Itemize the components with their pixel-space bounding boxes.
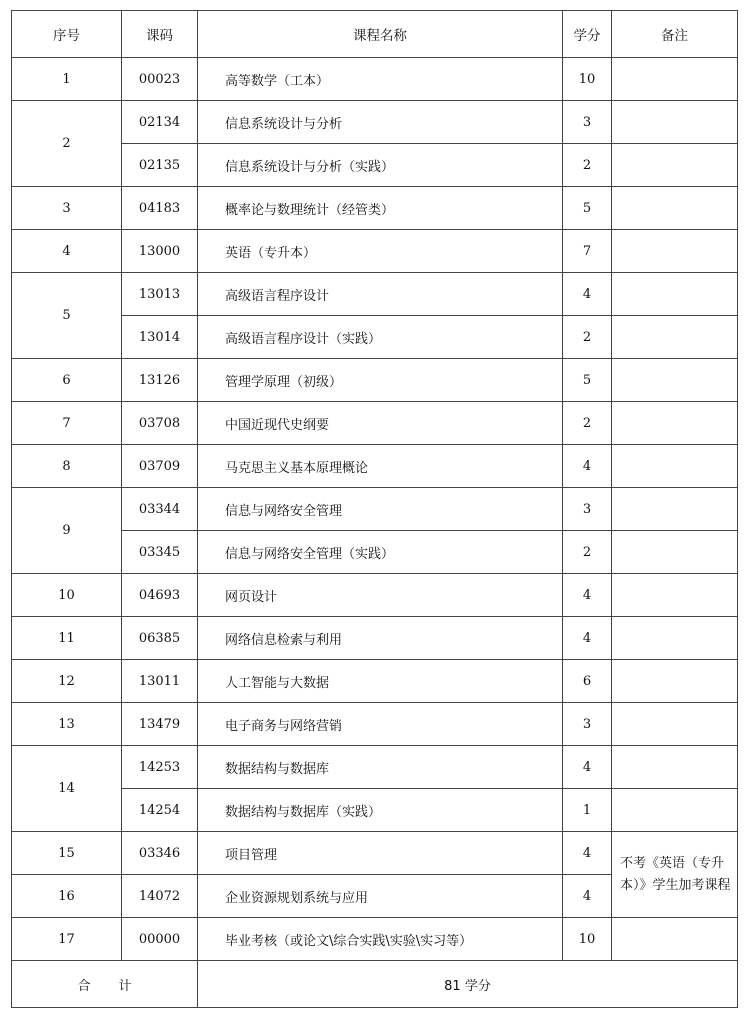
row-credit: 6: [563, 660, 612, 703]
row-credit: 10: [563, 58, 612, 101]
row-note: [612, 617, 738, 660]
row-course-name: 高等数学（工本）: [198, 58, 563, 101]
row-course-name: 中国近现代史纲要: [198, 402, 563, 445]
row-course-name: 网页设计: [198, 574, 563, 617]
table-row: [12, 918, 738, 961]
table-row: [12, 617, 738, 660]
row-seq: 3: [12, 187, 122, 230]
table-header-row: [12, 11, 738, 58]
table-row: [12, 230, 738, 273]
header-seq: 序号: [12, 11, 122, 58]
table-row: [12, 832, 738, 875]
row-code: 13000: [122, 230, 198, 273]
row-code: 04693: [122, 574, 198, 617]
row-note: [612, 918, 738, 961]
table-row: [12, 402, 738, 445]
row-code: 02134: [122, 101, 198, 144]
row-code: 14254: [122, 789, 198, 832]
table-row: [12, 488, 738, 531]
row-note: [612, 746, 738, 789]
row-seq: 12: [12, 660, 122, 703]
row-course-name: 电子商务与网络营销: [198, 703, 563, 746]
header-credit: 学分: [563, 11, 612, 58]
table-row: [12, 187, 738, 230]
row-code: 02135: [122, 144, 198, 187]
row-seq: 4: [12, 230, 122, 273]
row-seq: 14: [12, 746, 122, 832]
row-note: [612, 273, 738, 316]
row-seq: 13: [12, 703, 122, 746]
row-code: 13011: [122, 660, 198, 703]
row-code: 13479: [122, 703, 198, 746]
row-course-name: 信息系统设计与分析: [198, 101, 563, 144]
row-note: [612, 660, 738, 703]
row-code: 00000: [122, 918, 198, 961]
row-code: 03709: [122, 445, 198, 488]
table-row: [12, 273, 738, 316]
row-credit: 2: [563, 316, 612, 359]
row-note: [612, 144, 738, 187]
row-credit: 5: [563, 187, 612, 230]
row-course-name: 数据结构与数据库: [198, 746, 563, 789]
row-note: [612, 230, 738, 273]
row-note: [612, 101, 738, 144]
row-credit: 7: [563, 230, 612, 273]
total-row: [12, 961, 738, 1008]
row-seq: 9: [12, 488, 122, 574]
table-row: [12, 445, 738, 488]
row-code: 14253: [122, 746, 198, 789]
row-seq: 5: [12, 273, 122, 359]
row-course-name: 高级语言程序设计: [198, 273, 563, 316]
row-credit: 4: [563, 574, 612, 617]
row-course-name: 信息与网络安全管理: [198, 488, 563, 531]
row-seq: 8: [12, 445, 122, 488]
row-credit: 1: [563, 789, 612, 832]
row-credit: 4: [563, 875, 612, 918]
row-course-name: 英语（专升本）: [198, 230, 563, 273]
row-note: [612, 58, 738, 101]
row-course-name: 人工智能与大数据: [198, 660, 563, 703]
row-code: 06385: [122, 617, 198, 660]
total-label: 合计: [12, 961, 198, 1008]
row-course-name: 企业资源规划系统与应用: [198, 875, 563, 918]
row-note: [612, 488, 738, 531]
row-course-name: 数据结构与数据库（实践）: [198, 789, 563, 832]
row-credit: 2: [563, 144, 612, 187]
row-credit: 4: [563, 746, 612, 789]
row-seq: 7: [12, 402, 122, 445]
row-code: 04183: [122, 187, 198, 230]
row-course-name: 信息系统设计与分析（实践）: [198, 144, 563, 187]
row-note: [612, 703, 738, 746]
row-credit: 4: [563, 832, 612, 875]
row-code: 03345: [122, 531, 198, 574]
row-note: [612, 359, 738, 402]
table-row: [12, 58, 738, 101]
row-seq: 15: [12, 832, 122, 875]
table-row: [12, 660, 738, 703]
row-course-name: 信息与网络安全管理（实践）: [198, 531, 563, 574]
row-credit: 3: [563, 703, 612, 746]
row-credit: 4: [563, 273, 612, 316]
row-course-name: 项目管理: [198, 832, 563, 875]
header-note: 备注: [612, 11, 738, 58]
row-credit: 3: [563, 101, 612, 144]
header-course-name: 课程名称: [198, 11, 563, 58]
row-seq: 6: [12, 359, 122, 402]
row-note: [612, 402, 738, 445]
row-seq: 17: [12, 918, 122, 961]
row-course-name: 毕业考核（或论文\综合实践\实验\实习等）: [198, 918, 563, 961]
row-credit: 2: [563, 531, 612, 574]
row-note: [612, 789, 738, 832]
row-note: [612, 574, 738, 617]
row-credit: 4: [563, 617, 612, 660]
row-note: [612, 531, 738, 574]
course-table: [11, 10, 738, 1008]
row-course-name: 马克思主义基本原理概论: [198, 445, 563, 488]
header-code: 课码: [122, 11, 198, 58]
row-code: 03346: [122, 832, 198, 875]
table-row: [12, 574, 738, 617]
row-course-name: 网络信息检索与利用: [198, 617, 563, 660]
row-seq: 10: [12, 574, 122, 617]
row-note: [612, 445, 738, 488]
row-credit: 4: [563, 445, 612, 488]
row-code: 13014: [122, 316, 198, 359]
row-note: [612, 187, 738, 230]
row-code: 00023: [122, 58, 198, 101]
row-code: 03708: [122, 402, 198, 445]
row-course-name: 概率论与数理统计（经管类）: [198, 187, 563, 230]
row-seq: 11: [12, 617, 122, 660]
table-row: [12, 101, 738, 144]
row-credit: 10: [563, 918, 612, 961]
row-seq: 16: [12, 875, 122, 918]
row-credit: 5: [563, 359, 612, 402]
row-course-name: 高级语言程序设计（实践）: [198, 316, 563, 359]
row-code: 03344: [122, 488, 198, 531]
row-note-extra-course: 不考《英语（专升本）》学生加考课程: [612, 832, 738, 918]
table-row: [12, 359, 738, 402]
table-row: [12, 703, 738, 746]
row-code: 14072: [122, 875, 198, 918]
row-seq: 2: [12, 101, 122, 187]
row-seq: 1: [12, 58, 122, 101]
row-credit: 3: [563, 488, 612, 531]
total-credits: 81 学分: [198, 961, 738, 1008]
row-credit: 2: [563, 402, 612, 445]
row-code: 13126: [122, 359, 198, 402]
row-code: 13013: [122, 273, 198, 316]
table-row: [12, 746, 738, 789]
row-note: [612, 316, 738, 359]
row-course-name: 管理学原理（初级）: [198, 359, 563, 402]
